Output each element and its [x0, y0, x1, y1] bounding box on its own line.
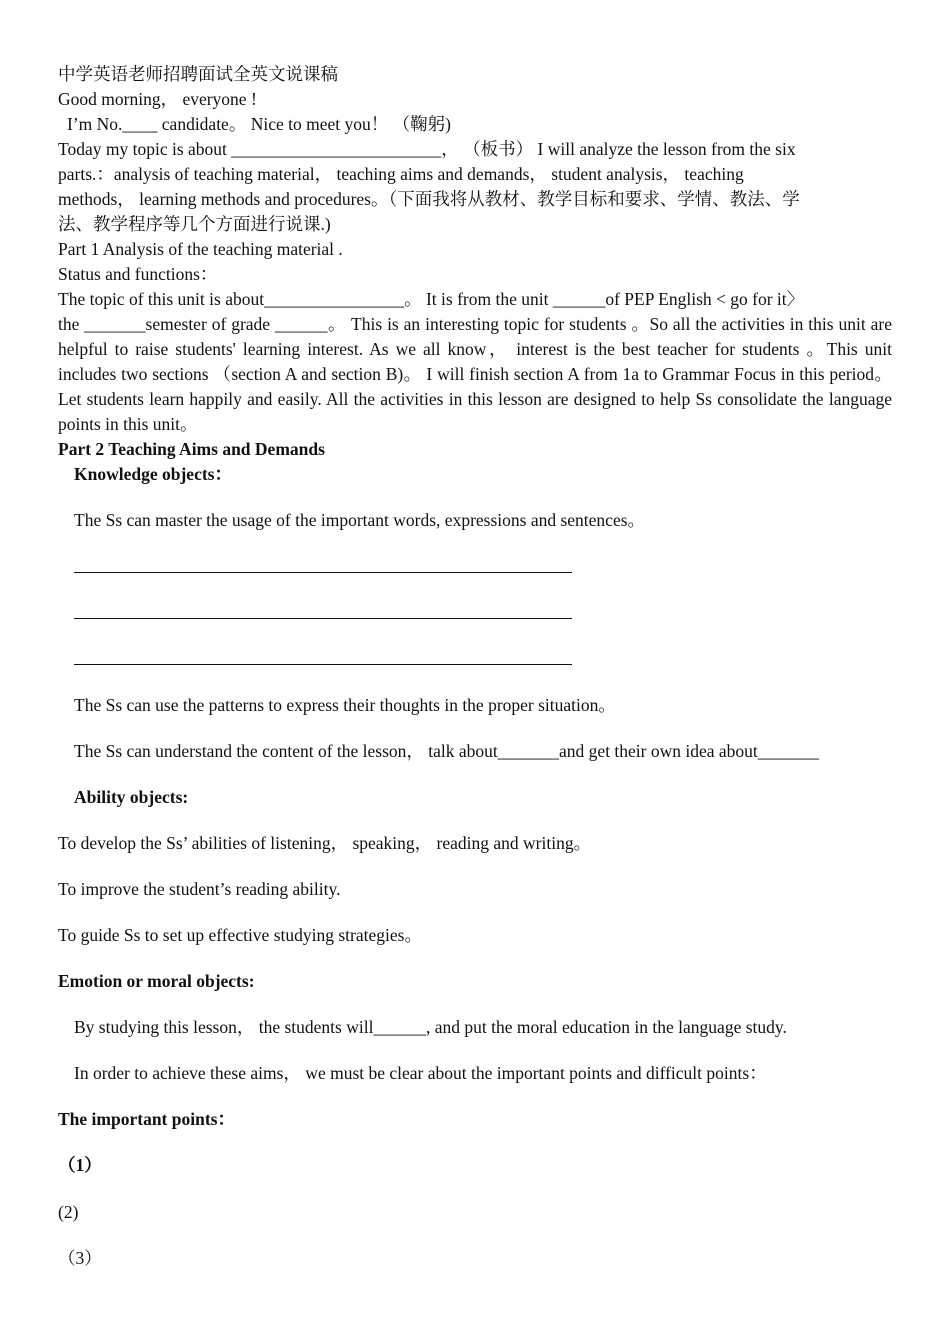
important-heading: The important points： — [58, 1109, 235, 1129]
knowledge-item-3: The Ss can understand the content of the lesson， talk about_______and get their own idea about_______ — [74, 741, 820, 761]
knowledge-heading: Knowledge objects： — [74, 464, 232, 484]
important-item-2: (2) — [58, 1202, 79, 1222]
emotion-item-1: By studying this lesson， the students will______, and put the moral education in the language study. — [74, 1017, 787, 1037]
part1-heading: Part 1 Analysis of the teaching material . — [58, 239, 343, 259]
ability-item-3: To guide Ss to set up effective studying strategies。 — [58, 925, 422, 945]
greeting-line: Good morning， everyone ! — [58, 89, 257, 109]
blank-rule-2 — [74, 618, 572, 619]
emotion-heading: Emotion or moral objects: — [58, 971, 255, 991]
ability-heading: Ability objects: — [74, 787, 189, 807]
important-item-3: （3） — [58, 1248, 102, 1268]
blank-rule-1 — [74, 572, 572, 573]
status-heading: Status and functions： — [58, 264, 218, 284]
knowledge-item-2: The Ss can use the patterns to express their thoughts in the proper situation。 — [74, 695, 616, 715]
parts-line-1: parts.：analysis of teaching material， teaching aims and demands， student analysis， teaching — [58, 164, 744, 184]
parts-line-3: 法、教学程序等几个方面进行说课.) — [58, 214, 331, 234]
intro-line: I’m No.____ candidate。 Nice to meet you！ （鞠躬) — [67, 114, 451, 134]
topic-line: Today my topic is about ________________________， （板书） I will analyze the lesson from the six — [58, 139, 796, 159]
parts-line-2: methods， learning methods and procedures。（下面我将从教材、教学目标和要求、学情、教法、学 — [58, 189, 800, 209]
emotion-item-2: In order to achieve these aims， we must be clear about the important points and difficult points： — [74, 1063, 767, 1083]
blank-rule-3 — [74, 664, 572, 665]
part2-heading: Part 2 Teaching Aims and Demands — [58, 439, 325, 459]
topic-paragraph: the _______semester of grade ______。 This is an interesting topic for students 。So all the activities in this unit are helpful to raise students' learning interest. As we all know， interest is the best teacher for students 。This unit includes two sections （section A and section B)。 I will finish section A from 1a to Grammar Focus in this period。 Let students learn happily and easily. All the activities in this lesson are designed to help Ss consolidate the language points in this unit。 — [58, 314, 892, 434]
ability-item-1: To develop the Ss’ abilities of listening， speaking， reading and writing。 — [58, 833, 592, 853]
topic-paragraph-line-1: The topic of this unit is about________________。 It is from the unit ______of PEP English < go for it〉 — [58, 289, 805, 309]
ability-item-2: To improve the student’s reading ability. — [58, 879, 341, 899]
knowledge-item-1: The Ss can master the usage of the important words, expressions and sentences。 — [74, 510, 646, 530]
important-item-1: （1） — [58, 1155, 102, 1175]
document-title: 中学英语老师招聘面试全英文说课稿 — [58, 64, 338, 84]
